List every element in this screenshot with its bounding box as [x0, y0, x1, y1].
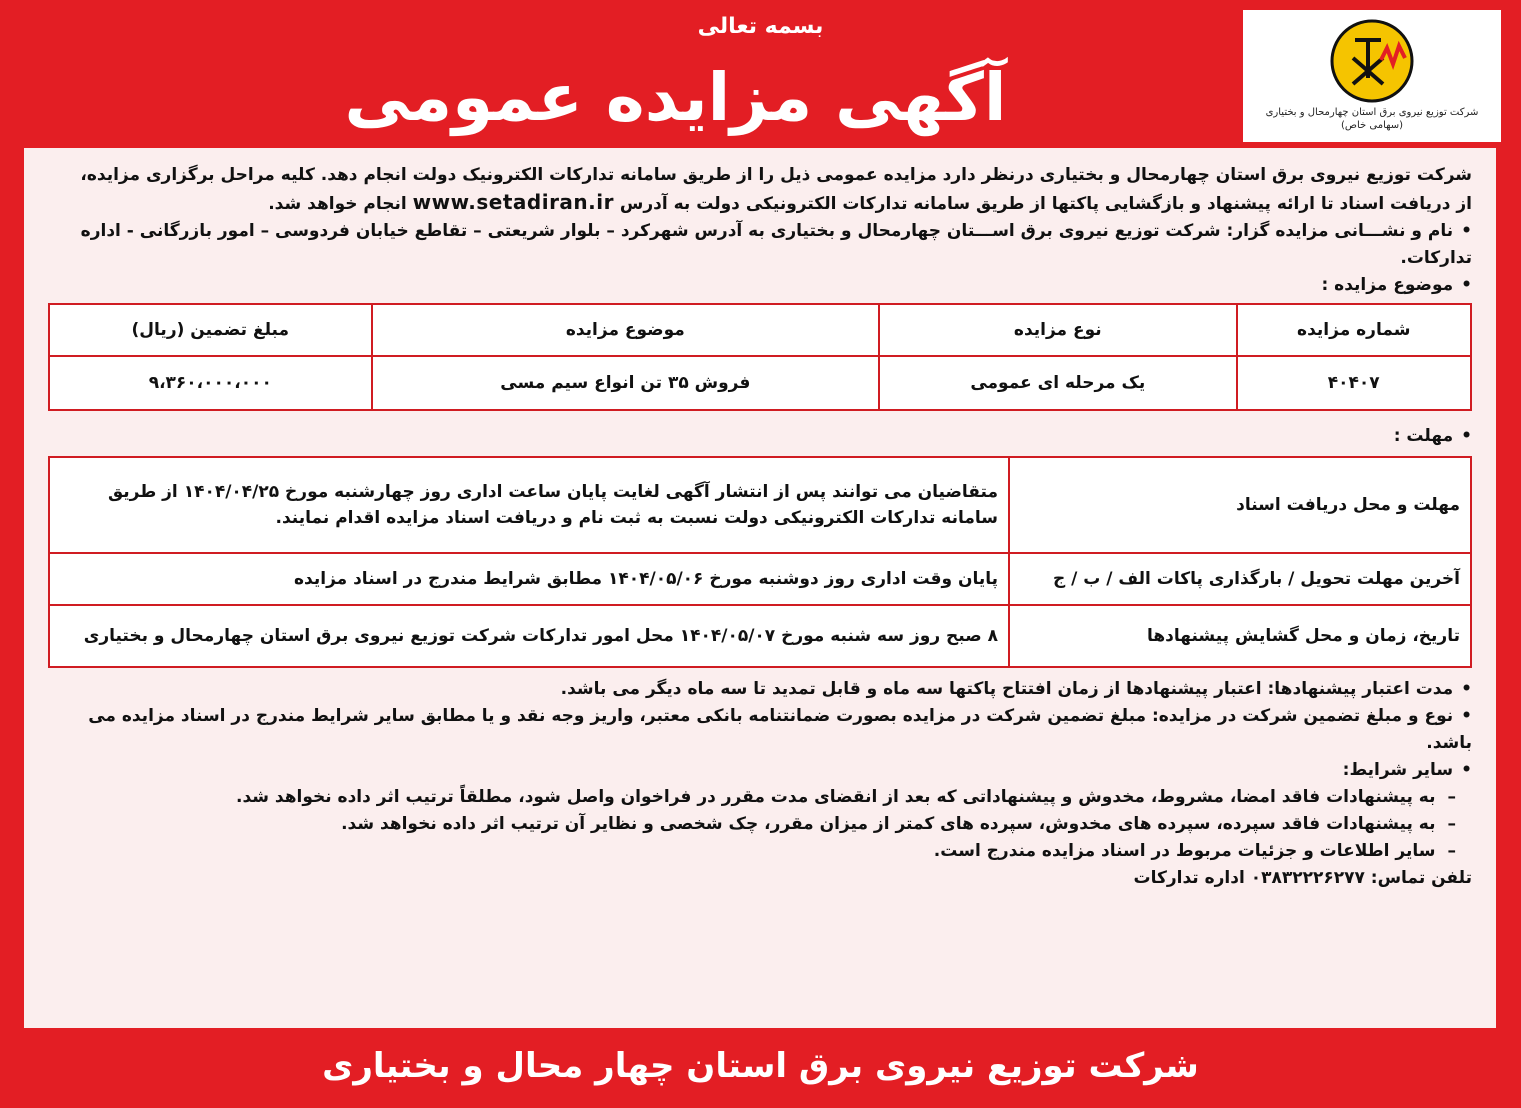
intro-line-2-post: انجام خواهد شد.: [268, 194, 407, 214]
header: [0, 0, 1521, 148]
notice-body: [24, 148, 1496, 1028]
col-auction-subject: موضوع مزایده: [372, 304, 880, 356]
intro-line-2: [48, 189, 1472, 218]
col-auction-number: شماره مزایده: [1237, 304, 1472, 356]
auction-table: [48, 303, 1472, 411]
basmala: بسمه تعالی: [697, 14, 824, 39]
subject-heading: • موضوع مزایده :: [48, 272, 1472, 299]
deadline-value: ۸ صبح روز سه شنبه مورخ ۱۴۰۴/۰۵/۰۷ محل امور تدارکات شرکت توزیع نیروی برق استان چهارمحال و بختیاری: [49, 605, 1009, 667]
auction-number: ۴۰۴۰۷: [1237, 356, 1472, 410]
guarantee-info: • نوع و مبلغ تضمین شرکت در مزایده: مبلغ تضمین شرکت در مزایده بصورت ضمانتنامه بانکی معتبر، واریز وجه نقد و یا مطابق سایر شرایط مندرج در اسناد مزایده می باشد.: [48, 703, 1472, 757]
table-row: [49, 457, 1471, 553]
col-guarantee-amount: مبلغ تضمین (ریال): [49, 304, 372, 356]
deadline-heading: • مهلت :: [48, 423, 1472, 450]
guarantee-amount: ۹،۳۶۰،۰۰۰،۰۰۰: [49, 356, 372, 410]
validity-info: • مدت اعتبار پیشنهادها: اعتبار پیشنهادها از زمان افتتاح پاکتها سه ماه و قابل تمدید تا سه ماه دیگر می باشد.: [48, 676, 1472, 703]
footer-company-name: شرکت توزیع نیروی برق استان چهار محال و بختیاری: [322, 1046, 1199, 1086]
intro-line-1: شرکت توزیع نیروی برق استان چهارمحال و بختیاری درنظر دارد مزایده عمومی ذیل را از طریق سامانه تدارکات الکترونیک دولت انجام دهد. کلیه مراحل برگزاری مزایده،: [80, 165, 1472, 185]
contact-phone: تلفن تماس: ۰۳۸۳۲۲۲۶۲۷۷ اداره تدارکات: [1133, 868, 1472, 888]
auction-subject: فروش ۳۵ تن انواع سیم مسی: [372, 356, 880, 410]
power-company-logo-icon: [1329, 18, 1415, 104]
condition-item: – به پیشنهادات فاقد امضا، مشروط، مخدوش و پیشنهاداتی که بعد از انقضای مدت مقرر در فراخوان واصل شود، مطلقاً ترتیب اثر داده نخواهد شد.: [48, 784, 1472, 811]
setadiran-link[interactable]: www.setadiran.ir: [412, 190, 614, 214]
auction-table-header: [49, 304, 1471, 356]
deadline-value: متقاضیان می توانند پس از انتشار آگهی لغایت پایان ساعت اداری روز چهارشنبه مورخ ۱۴۰۴/۰۴/۲۵ از طریق سامانه تدارکات الکترونیکی دولت نسبت به ثبت نام و دریافت اسناد مزایده اقدام نمایند.: [49, 457, 1009, 553]
deadline-label: مهلت و محل دریافت اسناد: [1009, 457, 1471, 553]
table-row: [49, 553, 1471, 605]
page-title: آگهی مزایده عمومی: [344, 59, 1007, 136]
intro-line-2-pre: از دریافت اسناد تا ارائه پیشنهاد و بازگشایی پاکتها از طریق سامانه تدارکات الکترونیکی دولت به آدرس: [619, 194, 1472, 214]
deadline-label: تاریخ، زمان و محل گشایش پیشنهادها: [1009, 605, 1471, 667]
logo-company-type: (سهامی خاص): [1340, 120, 1404, 131]
deadline-table: [48, 456, 1472, 668]
organizer-info: • نام و نشـــانی مزایده گزار: شرکت توزیع نیروی برق اســـتان چهارمحال و بختیاری به آدرس شهرکرد – بلوار شریعتی – تقاطع خیابان فردوسی – امور بازرگانی - اداره تدارکات.: [48, 218, 1472, 272]
table-row: [49, 605, 1471, 667]
table-row: [49, 356, 1471, 410]
condition-item: – سایر اطلاعات و جزئیات مربوط در اسناد مزایده مندرج است.: [48, 838, 1472, 865]
logo-company-name: شرکت توزیع نیروی برق استان چهارمحال و بختیاری: [1265, 107, 1479, 118]
deadline-label: آخرین مهلت تحویل / بارگذاری پاکات الف / ب / ج: [1009, 553, 1471, 605]
deadline-value: پایان وقت اداری روز دوشنبه مورخ ۱۴۰۴/۰۵/۰۶ مطابق شرایط مندرج در اسناد مزایده: [49, 553, 1009, 605]
col-auction-type: نوع مزایده: [879, 304, 1236, 356]
auction-type: یک مرحله ای عمومی: [879, 356, 1236, 410]
company-logo: [1243, 10, 1501, 142]
other-conditions-heading: • سایر شرایط:: [48, 757, 1472, 784]
condition-item: – به پیشنهادات فاقد سپرده، سپرده های مخدوش، سپرده های کمتر از میزان مقرر، چک شخصی و نظایر آن ترتیب اثر داده نخواهد شد.: [48, 811, 1472, 838]
